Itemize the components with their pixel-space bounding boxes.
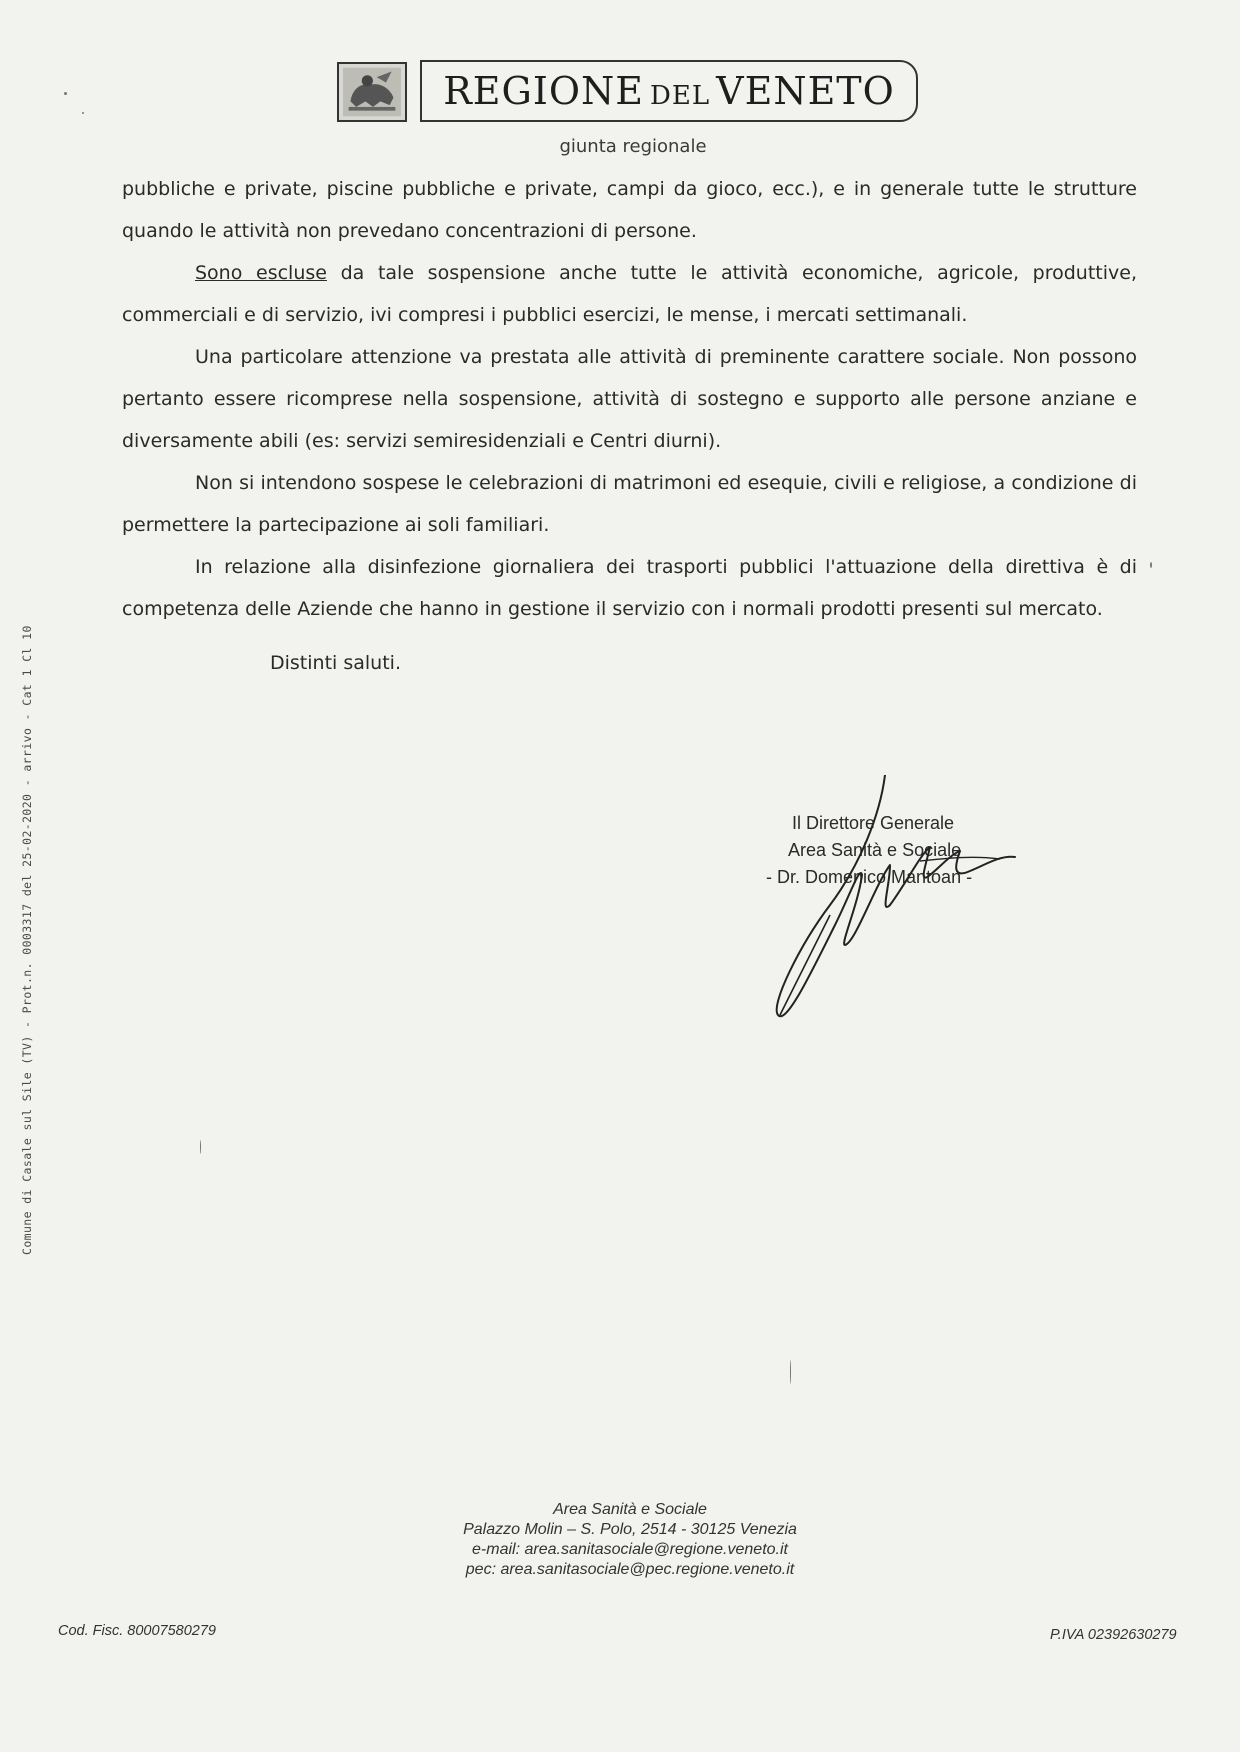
footer-line-1: Area Sanità e Sociale [553, 1501, 707, 1518]
regional-emblem-icon [337, 62, 407, 122]
paragraph-5: In relazione alla disinfezione giornaliera dei trasporti pubblici l'attuazione della direttiva è di competenza delle Aziende che hanno in gestione il servizio con i normali prodotti presenti sul mercato. [122, 556, 1137, 620]
footer-line-2: Palazzo Molin – S. Polo, 2514 - 30125 Venezia [463, 1521, 797, 1538]
fiscal-code: Cod. Fisc. 80007580279 [58, 1623, 216, 1639]
paragraph-4: Non si intendono sospese le celebrazioni di matrimoni ed esequie, civili e religiose, a condizione di permettere la partecipazione ai soli familiari. [122, 472, 1137, 536]
footer-line-4: pec: area.sanitasociale@pec.regione.veneto.it [465, 1561, 795, 1578]
vat-number: P.IVA 02392630279 [1050, 1627, 1177, 1643]
signer-department: Area Sanità e Sociale [788, 840, 962, 860]
protocol-stamp: Comune di Casale sul Sile (TV) - Prot.n. 0003317 del 25-02-2020 - arrivo - Cat 1 Cl 10 [20, 625, 34, 1255]
paragraph-2 [122, 252, 1137, 336]
paragraph-3: Una particolare attenzione va prestata alle attività di preminente carattere sociale. Non possono pertanto essere ricomprese nella sospensione, attività di sostegno e supporto alle persone anziane e diversamente abili (es: servizi semiresidenziali e Centri diurni). [122, 346, 1137, 452]
closing-greeting: Distinti saluti. [270, 652, 401, 674]
scan-speck [1150, 562, 1152, 568]
scan-speck [790, 1360, 791, 1384]
underlined-phrase: Sono escluse [195, 262, 327, 284]
footer-line-3: e-mail: area.sanitasociale@regione.veneto.it [472, 1541, 788, 1558]
paragraph-2-rest: da tale sospensione anche tutte le attività economiche, agricole, produttive, commerciali e di servizio, ivi compresi i pubblici esercizi, le mense, i mercati settimanali. [122, 262, 1137, 326]
scan-speck [200, 1140, 201, 1154]
signer-title: Il Direttore Generale [792, 813, 955, 833]
letter-body [122, 168, 1137, 630]
footer-address [420, 1500, 840, 1580]
signer-name: - Dr. Domenico Mantoan - [766, 867, 973, 887]
scan-speck [82, 112, 84, 114]
handwritten-signature-icon [740, 775, 1040, 1035]
paragraph-1: pubbliche e private, piscine pubbliche e private, campi da gioco, ecc.), e in generale tutte le strutture quando le attività non prevedano concentrazioni di persone. [122, 178, 1137, 242]
region-title: REGIONE DEL VENETO [443, 69, 895, 113]
scan-speck [64, 92, 67, 95]
region-title-box [420, 60, 918, 122]
region-subtitle: giunta regionale [559, 136, 707, 157]
